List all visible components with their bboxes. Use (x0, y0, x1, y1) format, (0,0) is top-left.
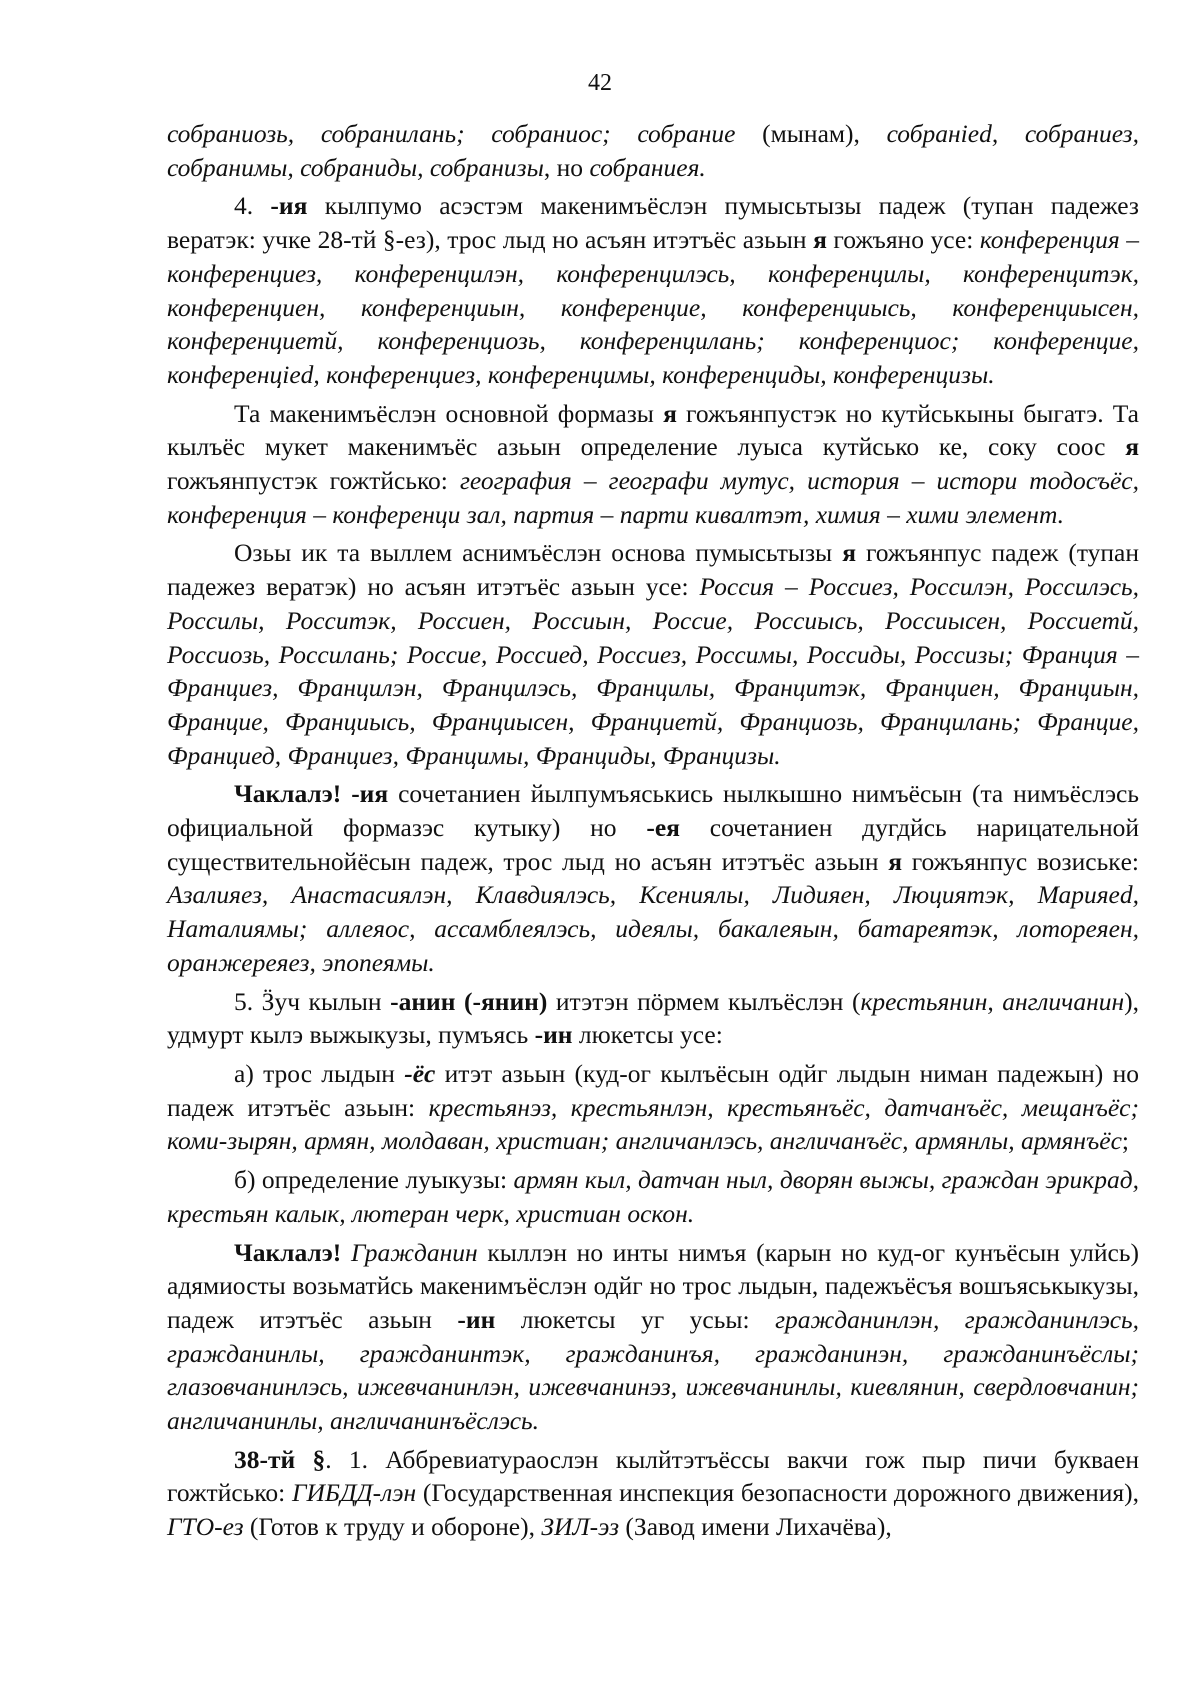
text-segment: 4. (234, 191, 271, 221)
text-segment: итэтэн пöрмем кылъёслэн ( (547, 986, 861, 1016)
paragraph-p01 (167, 117, 1139, 184)
text-segment: ЗИЛ-эз (541, 1512, 620, 1542)
text-segment: Озьы ик та выллем аснимъёслэн основа пумысьтызы (234, 538, 843, 568)
text-segment: -ия (351, 779, 389, 809)
paragraph-p09 (167, 1236, 1139, 1438)
text-segment: люкетсы усе: (572, 1020, 723, 1050)
paragraph-p06 (167, 985, 1139, 1052)
text-segment: . 1. Аббревиатураослэн кылйтэтъёссы вакчи гож пыр пичи букваен гожтйсько: (167, 1444, 1139, 1508)
text-segment: люкетсы уг усьы: (495, 1304, 776, 1334)
paragraph-p07 (167, 1057, 1139, 1158)
text-segment: -ея (646, 813, 680, 843)
text-segment: , но (543, 152, 590, 182)
text-segment: я (888, 846, 902, 876)
paragraph-p10 (167, 1443, 1139, 1544)
text-segment: Та макенимъёслэн основной формазы (234, 398, 664, 428)
text-segment: я (663, 398, 677, 428)
text-segment: -ёс (404, 1058, 436, 1088)
text-segment: Азалияез, Анастасиялэн, Клавдиялэсь, Ксениялы, Лидияен, Люциятэк, Марияed, Наталиямы; аллеяос, ассамблеялэсь, идеялы, бакалеяын, батареятэк, лотореяен, оранжереяез, эпопеямы. (167, 880, 1139, 977)
text-segment: кыллэн но инты нимъя (карын но куд-ог кунъёсын улйсь) адямиосты возьматйсь макенимъёслэн одйг но трос лыдын, падежъёсъя вошъяськыкузы, падеж итэтъёс азьын (167, 1237, 1139, 1334)
text-segment: крестьянин, англичанин (860, 986, 1125, 1016)
text-segment: итэт азьын (куд-ог кылъёсын одйг лыдын ниман падежын) но падеж итэтъёс азьын: (167, 1058, 1139, 1122)
text-segment: ), удмурт кылэ выжыкузы, пумъясь (167, 986, 1140, 1050)
text-segment (341, 1238, 351, 1267)
paragraph-p04 (167, 536, 1139, 772)
text-segment: география – географи мутус, история – истори тодосъёс, конференция – конференци зал, партия – парти кивалтэт, химия – хими элемент. (167, 466, 1139, 529)
text-segment: ; (1121, 1126, 1129, 1156)
text-segment: крестьянэз, крестьянлэн, крестьянъёс, датчанъёс, мещанъёс; коми-зырян, армян, молдаван, христиан; англичанлэсь, англичанъёс, армянлы, армянъёс (167, 1092, 1139, 1156)
text-segment: я (842, 538, 856, 568)
text-segment: 5. Ӟуч кылын (234, 986, 391, 1016)
text-segment: гожъянпустэк гожтйсько: (167, 466, 460, 496)
text-segment: гожъянпус возиськe: (902, 846, 1140, 876)
text-segment: собраниея. (589, 152, 706, 182)
text-segment: гражданинлэн, гражданинлэсь, гражданинлы, гражданинтэк, гражданинъя, гражданинэн, гражданинъёслы; глазовчанинлэсь, ижевчанинлэн, ижевчанинэз, ижевчанинлы, киевлянин, свердловчанин; англичанинлы, англичанинъёслэсь. (167, 1304, 1139, 1436)
text-segment: ГИБДД-лэн (291, 1478, 417, 1508)
page-number: 42 (588, 70, 612, 96)
text-segment (341, 779, 351, 808)
text-segment: Гражданин (350, 1237, 478, 1267)
text-segment: -анин (-янин) (390, 986, 548, 1016)
text-segment: сочетаниен йылпумъяськись нылкышно нимъёсын (та нимъёслэсь официальной формазэс кутыку) но (167, 779, 1140, 843)
text-segment: собранied, собраниез, собранимы, собраниды, собранизы (167, 119, 1140, 182)
text-segment: гожъянпус падеж (тупан падежез вератэк) но асъян итэтъёс азьын усе: (167, 538, 1139, 602)
text-segment: Чаклалэ! (234, 779, 342, 809)
text-segment: собраниозь, собранилань; собраниос; собрание (167, 119, 736, 148)
document-body (167, 117, 1139, 1549)
paragraph-p02 (167, 189, 1139, 391)
text-segment: Чаклалэ! (234, 1237, 342, 1267)
text-segment: (Завод имени Лихачёва), (619, 1512, 892, 1542)
text-segment: я (813, 225, 827, 255)
text-segment: -ин (534, 1020, 573, 1050)
text-segment: (Готов к труду и обороне), (243, 1512, 542, 1542)
text-segment: б) определение луыкузы: (234, 1165, 514, 1195)
text-segment: сочетаниен дугдйсь нарицательной существительнойёсын падеж, трос лыд но асъян итэтъёс азьын (167, 813, 1139, 876)
text-segment: гожъянпустэк но кутйськыны быгатэ. Та кылъёс мукет макенимъёс азьын определение луыса кутйсько ке, соку соос (167, 398, 1139, 462)
text-segment: (мынам), (735, 119, 887, 148)
text-segment: -ин (457, 1304, 496, 1334)
paragraph-p03 (167, 397, 1139, 532)
text-segment: а) трос лыдын (234, 1058, 405, 1088)
paragraph-p08 (167, 1163, 1139, 1230)
paragraph-p05 (167, 777, 1139, 979)
text-segment: армян кыл, датчан ныл, дворян выжы, граждан эрикрад, крестьян калык, лютеран черк, христиан оскон. (167, 1165, 1139, 1228)
text-segment: я (1125, 432, 1139, 462)
text-segment: гожъяно усе: (826, 225, 980, 255)
text-segment: ГТО-ез (167, 1512, 244, 1542)
text-segment: -ия (270, 191, 308, 221)
text-segment: конференция – конференциез, конференцилэн, конференцилэсь, конференцилы, конференцитэк, конференциен, конференциын, конференцие, конференциысь, конференциысен, конференциетй, конференциозь, конференцилань; конференциос; конференцие, конференцied, конференциез, конференцимы, конференциды, конференцизы. (167, 225, 1139, 389)
text-segment: кылпумо асэстэм макенимъёслэн пумысьтызы падеж (тупан падежез вератэк: учке 28-тй §-ез), трос лыд но асъян итэтъёс азьын (167, 191, 1139, 255)
text-segment: 38-тй § (234, 1444, 326, 1474)
text-segment: (Государственная инспекция безопасности дорожного движения), (416, 1478, 1139, 1508)
text-segment: Россия – Россиез, Россилэн, Россилэсь, Россилы, Росситэк, Россиен, Россиын, Россие, Россиысь, Россиысен, Россиетй, Россиозь, Россилань; Россие, Россиед, Россиез, Россимы, Россиды, Россизы; Франция – Франциез, Францилэн, Францилэсь, Францилы, Францитэк, Франциен, Франциын, Франциe, Франциысь, Франциысен, Франциетй, Франциозь, Францилань; Франциe, Франциед, Франциез, Францимы, Франциды, Францизы. (167, 572, 1139, 770)
